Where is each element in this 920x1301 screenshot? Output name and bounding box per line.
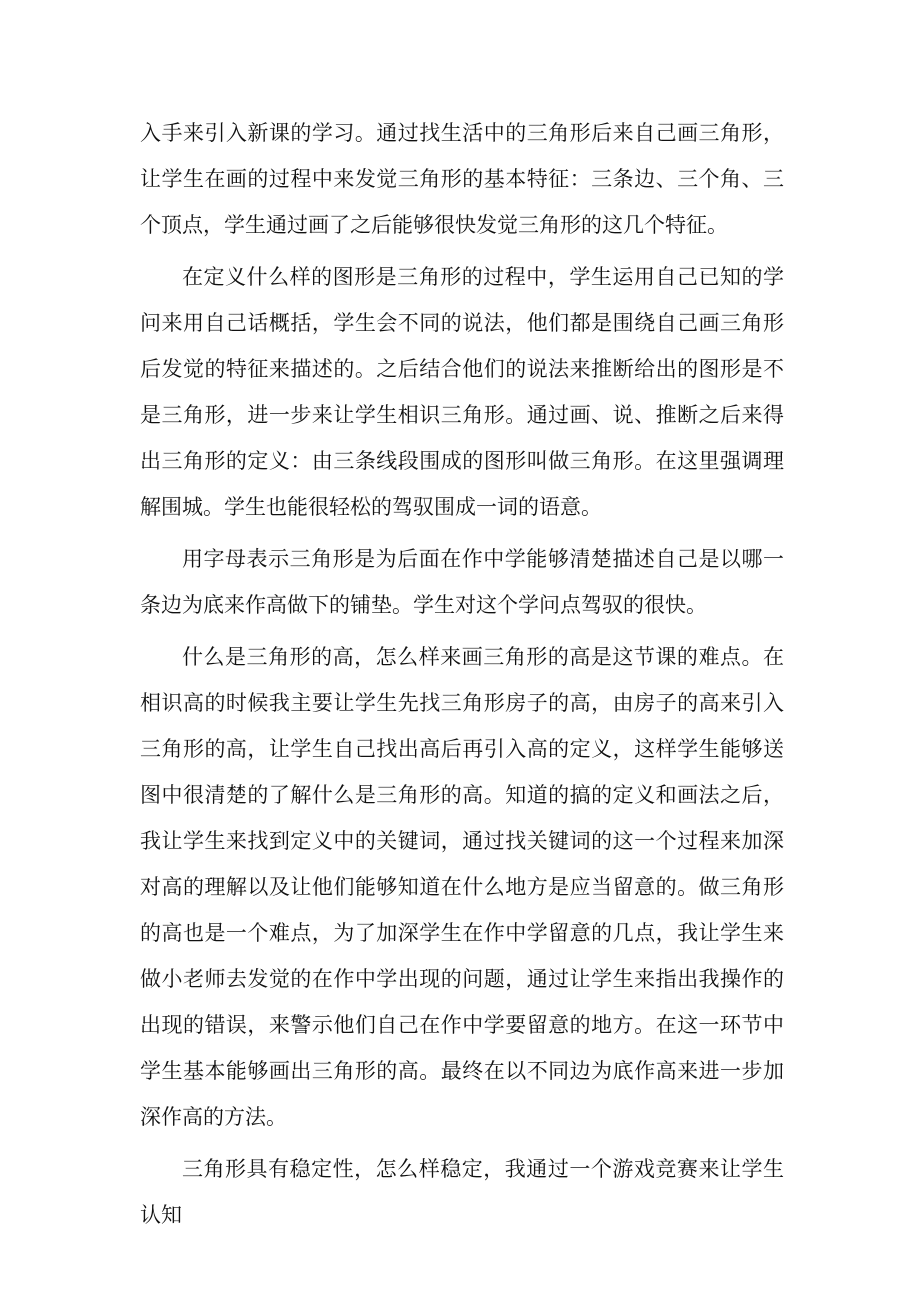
- document-body: [140, 110, 784, 1244]
- paragraph-2: 在定义什么样的图形是三角形的过程中，学生运用自己已知的学问来用自己话概括，学生会不同的说法，他们都是围绕自己画三角形后发觉的特征来描述的。之后结合他们的说法来推断给出的图形是不是三角形，进一步来让学生相识三角形。通过画、说、推断之后来得出三角形的定义：由三条线段围成的图形叫做三角形。在这里强调理解围城。学生也能很轻松的驾驭围成一词的语意。: [140, 265, 784, 519]
- paragraph-3: 用字母表示三角形是为后面在作中学能够清楚描述自己是以哪一条边为底来作高做下的铺垫。学生对这个学问点驾驭的很快。: [140, 547, 784, 617]
- paragraph-5: 三角形具有稳定性，怎么样稳定，我通过一个游戏竞赛来让学生认知: [140, 1157, 784, 1227]
- paragraph-1: 入手来引入新课的学习。通过找生活中的三角形后来自己画三角形，让学生在画的过程中来发觉三角形的基本特征：三条边、三个角、三个顶点，学生通过画了之后能够很快发觉三角形的这几个特征。: [140, 121, 784, 237]
- paragraph-4: 什么是三角形的高，怎么样来画三角形的高是这节课的难点。在相识高的时候我主要让学生先找三角形房子的高，由房子的高来引入三角形的高，让学生自己找出高后再引入高的定义，这样学生能够送图中很清楚的了解什么是三角形的高。知道的搞的定义和画法之后，我让学生来找到定义中的关键词，通过找关键词的这一个过程来加深对高的理解以及让他们能够知道在什么地方是应当留意的。做三角形的高也是一个难点，为了加深学生在作中学留意的几点，我让学生来做小老师去发觉的在作中学出现的问题，通过让学生来指出我操作的出现的错误，来警示他们自己在作中学要留意的地方。在这一环节中学生基本能够画出三角形的高。最终在以不同边为底作高来进一步加深作高的方法。: [140, 645, 784, 1129]
